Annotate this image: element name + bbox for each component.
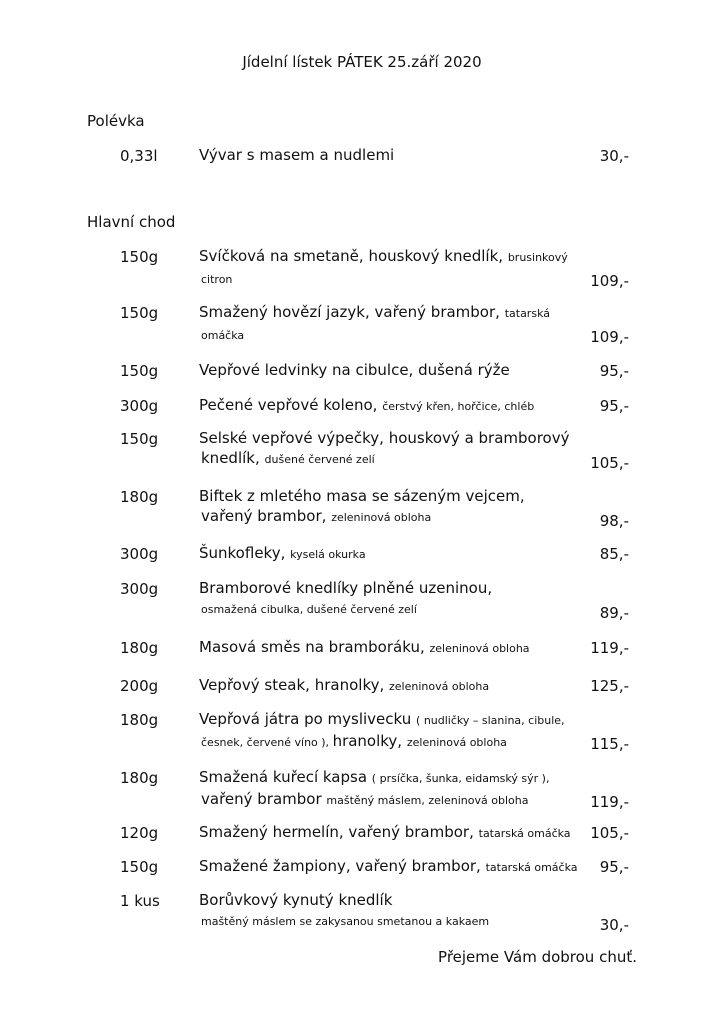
closing-wish: Přejeme Vám dobrou chuť. <box>438 948 637 966</box>
description-line <box>199 300 594 326</box>
item-price: 89,- <box>599 604 629 622</box>
main-section-title: Hlavní chod <box>87 213 176 231</box>
item-quantity: 200g <box>120 677 159 695</box>
item-description <box>199 397 594 419</box>
item-description <box>199 304 594 348</box>
item-price: 105,- <box>590 454 629 472</box>
side-dish-note: tatarská omáčka <box>478 827 571 840</box>
description-line <box>199 393 594 419</box>
description-line <box>199 908 594 934</box>
description-line <box>199 541 594 567</box>
side-dish-note: brusinkový <box>507 251 568 264</box>
item-price: 105,- <box>590 824 629 842</box>
item-quantity: 300g <box>120 580 159 598</box>
side-dish-note: maštěný máslem, zeleninová obloha <box>326 794 529 807</box>
dish-name: Smažené žampiony, vařený brambor, <box>199 857 486 875</box>
item-price: 119,- <box>590 793 629 811</box>
dish-name: Selské vepřové výpečky, houskový a bramborový <box>199 429 570 447</box>
dish-name: vařený brambor, <box>201 507 332 525</box>
item-description <box>199 639 594 661</box>
item-price: 119,- <box>590 639 629 657</box>
soup-section-title: Polévka <box>87 112 145 130</box>
item-description <box>199 580 594 622</box>
side-dish-note: zeleninová obloha <box>331 511 432 524</box>
item-description <box>199 248 594 292</box>
dish-name: knedlík, <box>201 449 265 467</box>
side-dish-note: ( prsíčka, šunka, eidamský sýr ), <box>371 772 550 785</box>
item-description <box>199 488 594 530</box>
description-line <box>199 143 594 167</box>
side-dish-note: maštěný máslem se zakysanou smetanou a kakaem <box>201 915 490 928</box>
description-line <box>199 596 594 622</box>
dish-name: Vepřová játra po myslivecku <box>199 710 417 728</box>
item-quantity: 180g <box>120 769 159 787</box>
item-description <box>199 769 594 813</box>
item-quantity: 180g <box>120 488 159 506</box>
item-description <box>199 858 594 880</box>
item-quantity: 180g <box>120 711 159 729</box>
item-description <box>199 147 594 167</box>
item-price: 95,- <box>599 858 629 876</box>
item-description <box>199 362 594 382</box>
dish-name: hranolky, <box>332 732 407 750</box>
dish-name: Smažený hovězí jazyk, vařený brambor, <box>199 303 505 321</box>
item-description <box>199 711 594 755</box>
item-price: 30,- <box>599 147 629 165</box>
item-quantity: 1 kus <box>120 892 160 910</box>
dish-name: Vývar s masem a nudlemi <box>199 146 395 164</box>
item-description <box>199 545 594 567</box>
dish-name: Šunkofleky, <box>199 544 291 562</box>
item-quantity: 300g <box>120 397 159 415</box>
description-line <box>199 673 594 699</box>
side-dish-note: tatarská <box>504 307 550 320</box>
item-quantity: 300g <box>120 545 159 563</box>
description-line <box>199 635 594 661</box>
item-description <box>199 430 594 472</box>
description-line <box>199 854 594 880</box>
item-description <box>199 824 594 846</box>
item-price: 30,- <box>599 916 629 934</box>
item-price: 115,- <box>590 735 629 753</box>
side-dish-note: ( nudličky – slanina, cibule, <box>416 714 565 727</box>
side-dish-note: kyselá okurka <box>290 548 366 561</box>
description-line <box>199 504 594 530</box>
dish-name: Borůvkový kynutý knedlík <box>199 891 393 909</box>
item-quantity: 120g <box>120 824 159 842</box>
side-dish-note: zeleninová obloha <box>406 736 507 749</box>
dish-name: Vepřové ledvinky na cibulce, dušená rýže <box>199 361 510 379</box>
description-line <box>199 820 594 846</box>
item-description <box>199 892 594 934</box>
item-quantity: 180g <box>120 639 159 657</box>
item-quantity: 150g <box>120 304 159 322</box>
item-price: 109,- <box>590 328 629 346</box>
dish-name: Svíčková na smetaně, houskový knedlík, <box>199 247 508 265</box>
item-price: 98,- <box>599 512 629 530</box>
item-price: 95,- <box>599 362 629 380</box>
side-dish-note: zeleninová obloha <box>389 680 490 693</box>
item-price: 125,- <box>590 677 629 695</box>
item-description <box>199 677 594 699</box>
dish-name: Smažená kuřecí kapsa <box>199 768 372 786</box>
item-quantity: 150g <box>120 430 159 448</box>
side-dish-note: tatarská omáčka <box>485 861 578 874</box>
item-price: 85,- <box>599 545 629 563</box>
dish-name: Vepřový steak, hranolky, <box>199 676 390 694</box>
description-line <box>199 358 594 382</box>
item-quantity: 150g <box>120 248 159 266</box>
dish-name: Biftek z mletého masa se sázeným vejcem, <box>199 487 525 505</box>
side-dish-note: citron <box>201 273 233 286</box>
page-title: Jídelní lístek PÁTEK 25.září 2020 <box>242 53 482 71</box>
side-dish-note: omáčka <box>201 329 245 342</box>
item-quantity: 0,33l <box>120 147 158 165</box>
dish-name: vařený brambor <box>201 790 327 808</box>
item-quantity: 150g <box>120 858 159 876</box>
dish-name: Bramborové knedlíky plněné uzeninou, <box>199 579 493 597</box>
dish-name: Smažený hermelín, vařený brambor, <box>199 823 479 841</box>
item-price: 95,- <box>599 397 629 415</box>
item-price: 109,- <box>590 272 629 290</box>
side-dish-note: zeleninová obloha <box>429 642 530 655</box>
side-dish-note: dušené červené zelí <box>264 453 375 466</box>
side-dish-note: česnek, červené víno ), <box>201 736 333 749</box>
side-dish-note: čerstvý křen, hořčice, chléb <box>382 400 535 413</box>
dish-name: Masová směs na bramboráku, <box>199 638 430 656</box>
item-quantity: 150g <box>120 362 159 380</box>
description-line <box>199 244 594 270</box>
dish-name: Pečené vepřové koleno, <box>199 396 383 414</box>
side-dish-note: osmažená cibulka, dušené červené zelí <box>201 603 417 616</box>
